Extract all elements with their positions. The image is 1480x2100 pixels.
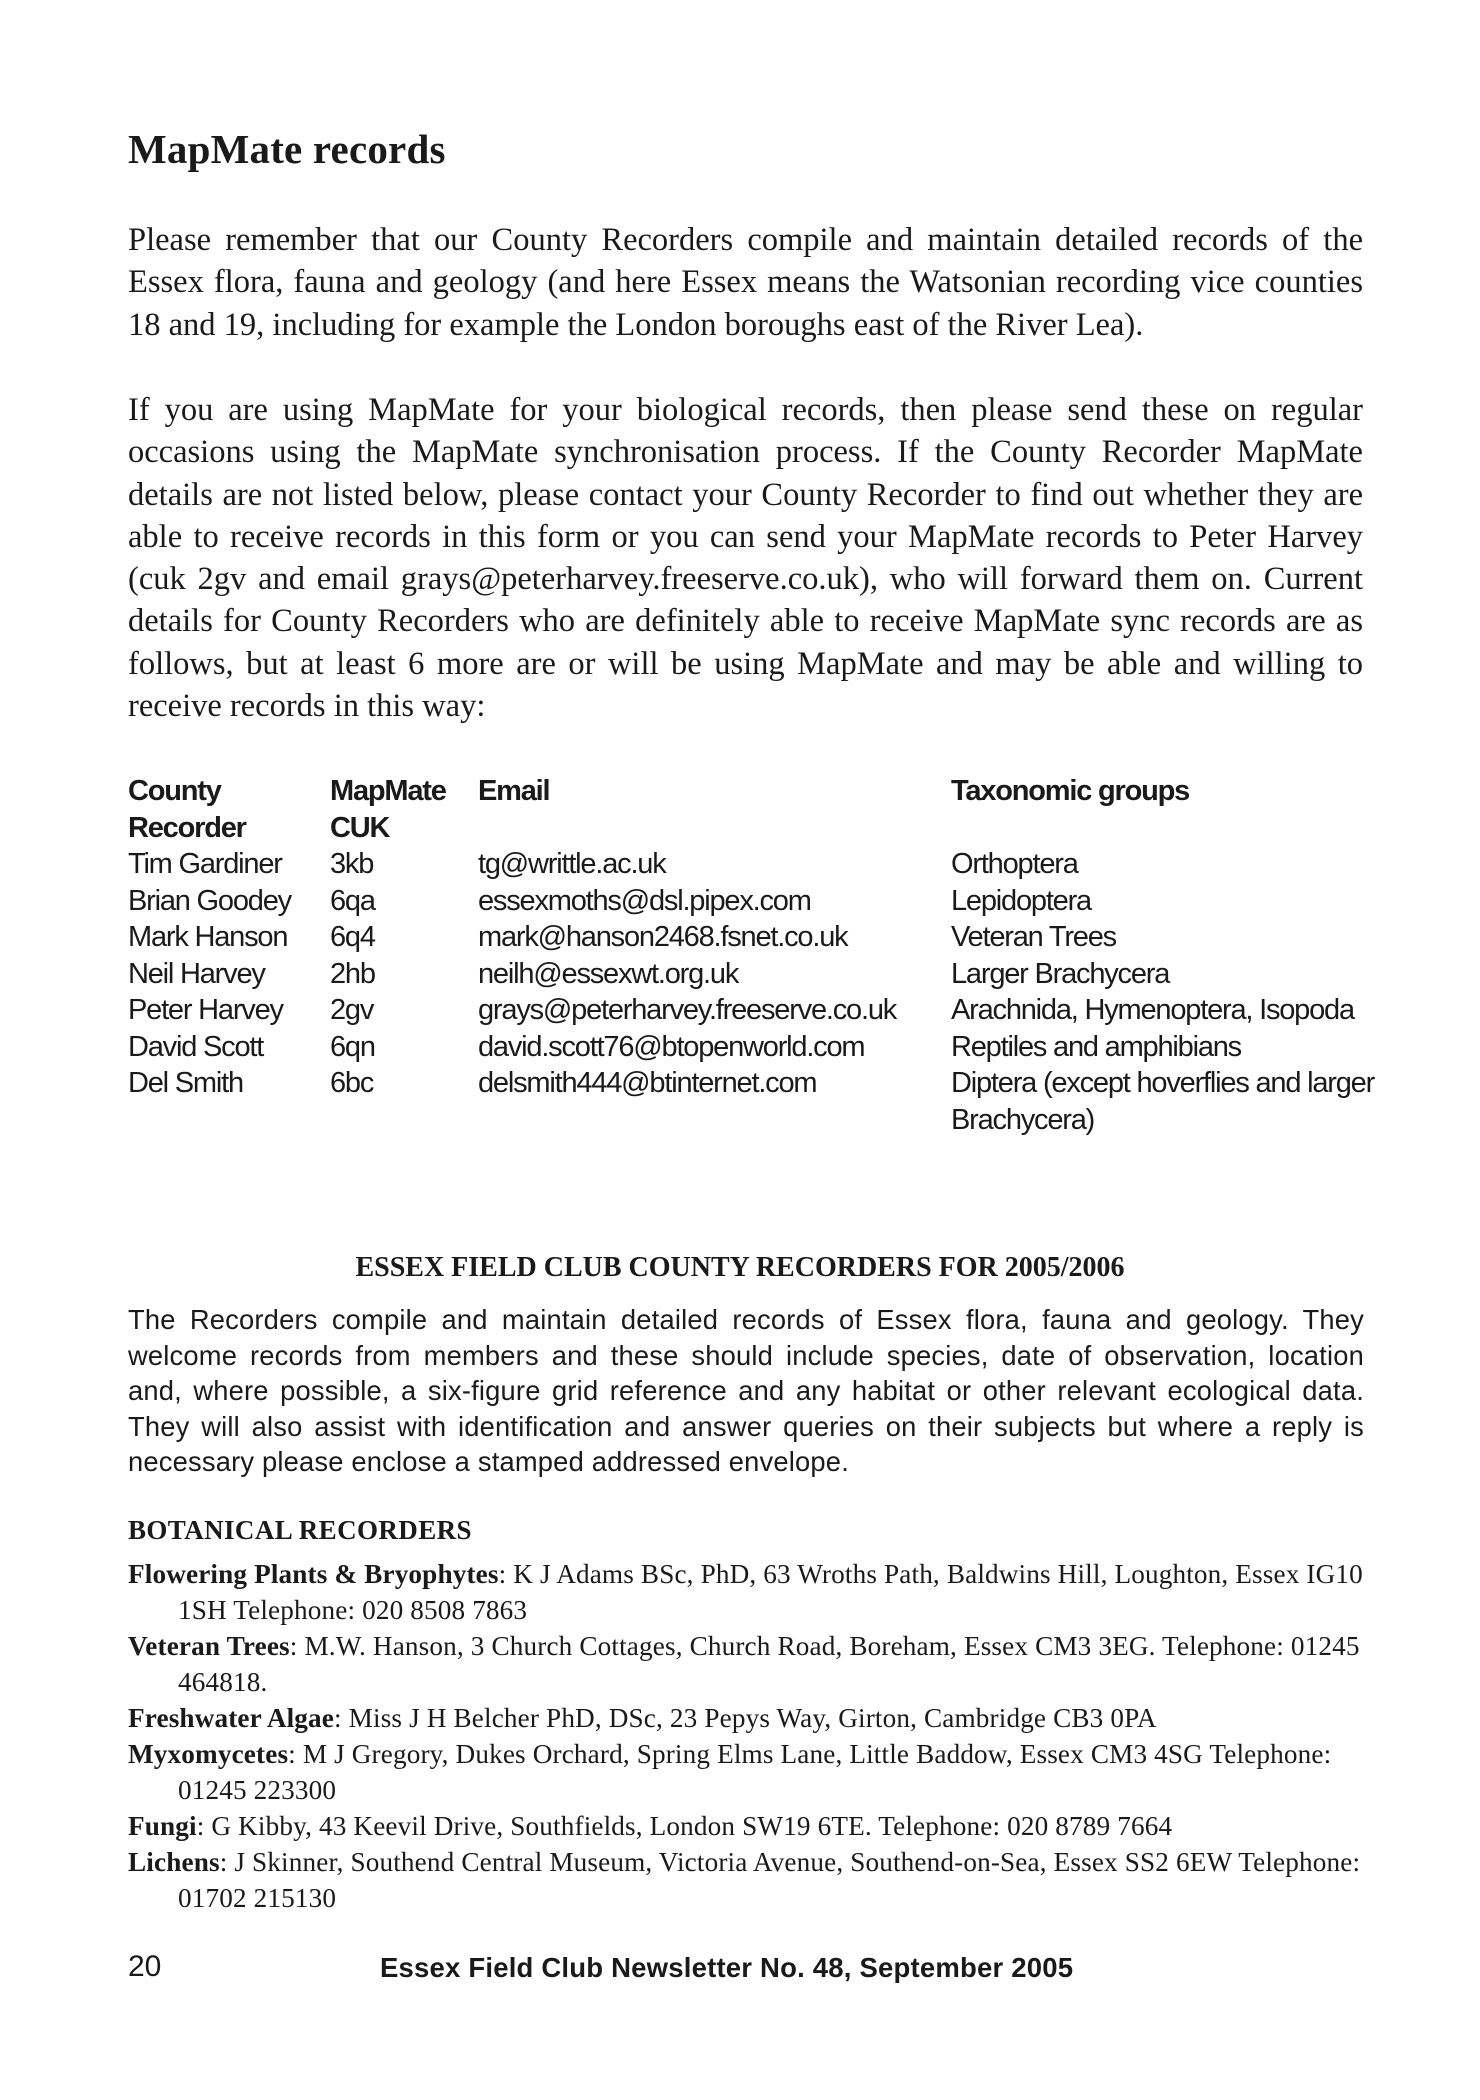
publication-footer: Essex Field Club Newsletter No. 48, September 2005 bbox=[380, 1952, 1074, 1983]
page-title: MapMate records bbox=[128, 126, 446, 172]
section-title: ESSEX FIELD CLUB COUNTY RECORDERS FOR 2005/2006 bbox=[355, 1252, 1125, 1283]
entry-label: Veteran Trees bbox=[128, 1631, 290, 1661]
table-header-row bbox=[128, 773, 1378, 846]
entry-separator: : bbox=[289, 1631, 305, 1661]
recorder-email: tg@writtle.ac.uk bbox=[478, 848, 666, 880]
recorder-email: delsmith444@btinternet.com bbox=[478, 1067, 817, 1099]
botanical-recorders-heading: BOTANICAL RECORDERS bbox=[128, 1515, 472, 1545]
header-mapmate-cuk bbox=[330, 773, 446, 846]
entry-separator: : bbox=[196, 1811, 212, 1841]
header-text: MapMate bbox=[330, 775, 446, 807]
recorder-name: Neil Harvey bbox=[128, 957, 265, 990]
entry-label: Myxomycetes bbox=[128, 1739, 289, 1769]
botanical-recorders-list bbox=[128, 1556, 1368, 1916]
list-item bbox=[128, 1736, 1368, 1808]
table-row bbox=[128, 919, 1378, 956]
table-row bbox=[128, 956, 1378, 993]
recorder-groups: Reptiles and amphibians bbox=[951, 1030, 1241, 1063]
entry-text: K J Adams BSc, PhD, 63 Wroths Path, Baldwins Hill, Loughton, Essex IG10 1SH Telephone: 020 8508 7863 bbox=[178, 1559, 1363, 1625]
recorder-cuk: 6bc bbox=[330, 1067, 374, 1099]
entry-label: Freshwater Algae bbox=[128, 1703, 335, 1733]
recorder-cuk: 2hb bbox=[330, 957, 375, 990]
intro-paragraph: Please remember that our County Recorders compile and maintain detailed records of the Essex flora, fauna and geology (and here Essex means the Watsonian recording vice counties 18 and 19, including for example the London boroughs east of the River Lea). bbox=[128, 222, 1363, 343]
recorder-cuk: 6qa bbox=[330, 884, 375, 917]
list-item bbox=[128, 1844, 1368, 1916]
list-item bbox=[128, 1628, 1368, 1700]
header-taxonomic-groups: Taxonomic groups bbox=[951, 775, 1190, 807]
entry-label: Flowering Plants & Bryophytes bbox=[128, 1559, 499, 1589]
recorder-groups: Veteran Trees bbox=[951, 921, 1116, 953]
recorder-name: Mark Hanson bbox=[128, 921, 288, 953]
list-item bbox=[128, 1700, 1368, 1736]
entry-text: J Skinner, Southend Central Museum, Victoria Avenue, Southend-on-Sea, Essex SS2 6EW Telephone: 01702 215130 bbox=[178, 1847, 1361, 1913]
list-item bbox=[128, 1556, 1368, 1628]
table-row bbox=[128, 883, 1378, 920]
entry-text: M J Gregory, Dukes Orchard, Spring Elms Lane, Little Baddow, Essex CM3 4SG Telephone: 01245 223300 bbox=[178, 1739, 1332, 1805]
page-number: 20 bbox=[128, 1950, 162, 1983]
recorder-cuk: 6qn bbox=[330, 1030, 375, 1063]
recorder-email: grays@peterharvey.freeserve.co.uk bbox=[478, 994, 897, 1026]
entry-separator: : bbox=[288, 1739, 303, 1769]
entry-text: G Kibby, 43 Keevil Drive, Southfields, London SW19 6TE. Telephone: 020 8789 7664 bbox=[211, 1811, 1173, 1841]
recorder-email: mark@hanson2468.fsnet.co.uk bbox=[478, 921, 848, 953]
table-row bbox=[128, 992, 1378, 1029]
recorder-email: neilh@essexwt.org.uk bbox=[478, 957, 739, 990]
entry-text: M.W. Hanson, 3 Church Cottages, Church Road, Boreham, Essex CM3 3EG. Telephone: 01245 464818. bbox=[178, 1631, 1360, 1697]
header-text: Recorder bbox=[128, 811, 246, 844]
entry-separator: : bbox=[498, 1559, 514, 1589]
list-item bbox=[128, 1808, 1368, 1844]
recorder-groups: Orthoptera bbox=[951, 848, 1078, 880]
entry-label: Lichens bbox=[128, 1847, 220, 1877]
recorder-cuk: 3kb bbox=[330, 848, 374, 880]
recorder-name: David Scott bbox=[128, 1030, 264, 1063]
table-row bbox=[128, 846, 1378, 883]
recorder-email: david.scott76@btopenworld.com bbox=[478, 1030, 865, 1063]
table-row bbox=[128, 1029, 1378, 1066]
recorder-cuk: 6q4 bbox=[330, 921, 375, 953]
recorder-groups: Larger Brachycera bbox=[951, 957, 1170, 990]
entry-separator: : bbox=[219, 1847, 235, 1877]
recorder-cuk: 2gv bbox=[330, 994, 374, 1026]
recorder-email: essexmoths@dsl.pipex.com bbox=[478, 884, 811, 917]
header-text: County bbox=[128, 775, 221, 807]
entry-label: Fungi bbox=[128, 1811, 197, 1841]
header-text: CUK bbox=[330, 811, 390, 844]
recorder-name: Brian Goodey bbox=[128, 884, 291, 917]
header-email: Email bbox=[478, 775, 550, 807]
recorder-name: Peter Harvey bbox=[128, 994, 283, 1026]
recorder-name: Tim Gardiner bbox=[128, 848, 282, 880]
entry-separator: : bbox=[334, 1703, 349, 1733]
recorder-name: Del Smith bbox=[128, 1067, 243, 1099]
section-paragraph: The Recorders compile and maintain detailed records of Essex flora, fauna and geology. They welcome records from members and these should include species, date of observation, location and, where possible, a six-figure grid reference and any habitat or other relevant ecological data. They will also assist with identification and answer queries on their subjects but where a reply is necessary please enclose a stamped addressed envelope. bbox=[128, 1304, 1364, 1477]
recorder-groups: Arachnida, Hymenoptera, Isopoda bbox=[951, 994, 1354, 1026]
intro-paragraph: If you are using MapMate for your biological records, then please send these on regular occasions using the MapMate synchronisation process. If the County Recorder MapMate details are not listed below, please contact your County Recorder to find out whether they are able to receive records in this form or you can send your MapMate records to Peter Harvey (cuk 2gv and email grays@peterharvey.freeserve.co.uk), who will forward them on. Current details for County Recorders who are definitely able to receive MapMate sync records are as follows, but at least 6 more are or will be using MapMate and may be able and willing to receive records in this way: bbox=[128, 392, 1363, 725]
entry-text: Miss J H Belcher PhD, DSc, 23 Pepys Way, Girton, Cambridge CB3 0PA bbox=[348, 1703, 1157, 1733]
header-county-recorder bbox=[128, 773, 246, 846]
table-row bbox=[128, 1065, 1378, 1138]
recorder-groups: Diptera (except hoverflies and larger Brachycera) bbox=[951, 1067, 1375, 1136]
recorder-groups: Lepidoptera bbox=[951, 884, 1091, 917]
recorders-table bbox=[128, 773, 1378, 1138]
